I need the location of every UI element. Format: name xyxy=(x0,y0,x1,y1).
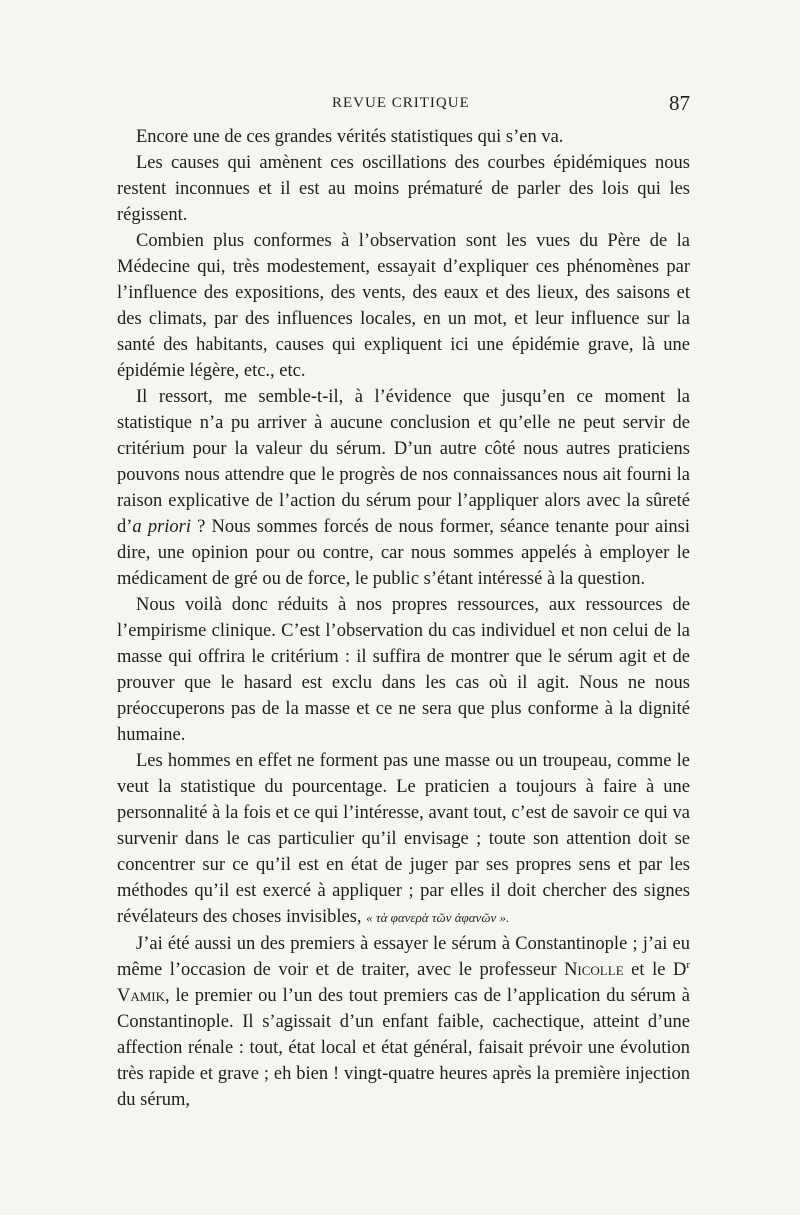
page-header xyxy=(117,91,690,125)
paragraph-5: Nous voilà donc réduits à nos propres ressources, aux ressources de l’empirisme clinique. C’est l’observation du cas individuel et non celui de la masse qui offrira le critérium : il suffira de montrer que le sérum agit et de prouver que le hasard est exclu dans les cas où il agit. Nous ne nous préoccuperons pas de la masse et ce ne sera que plus conforme à la dignité humaine. xyxy=(117,595,690,745)
paragraph-6-text: Les hommes en effet ne forment pas une masse ou un troupeau, comme le veut la statistique du pourcentage. Le praticien a toujours à faire à une personnalité à la fois et ce qui l’intéresse, avant tout, c’est de savoir ce qui va survenir dans le cas particulier qu’il envisage ; toute son attention doit se concentrer sur ce qu’il est en état de juger par ses propres sens et par les méthodes qu’il est exercé à appliquer ; par elles il doit chercher des signes révélateurs des choses invisibles, xyxy=(117,751,690,927)
name-vamik: Vamik xyxy=(117,986,166,1006)
paragraph-6 xyxy=(117,748,690,931)
paragraph-2: Les causes qui amènent ces oscillations des courbes épidémiques nous restent inconnues et il est au moins prématuré de parler des lois qui les régissent. xyxy=(117,153,690,225)
paragraph-4-text-b: ? Nous sommes forcés de nous former, séance tenante pour ainsi dire, une opinion pour ou contre, car nous sommes appelés à employer le médicament de gré ou de force, le public s’étant intéressé à la question. xyxy=(117,517,690,589)
paragraph-4-text-a: Il ressort, me semble-t-il, à l’évidence que jusqu’en ce moment la statistique n’a pu arriver à aucune conclusion et qu’elle ne peut servir de critérium pour la valeur du sérum. D’un autre côté nous autres praticiens pouvons nous attendre que le progrès de nos connaissances nous ait fourni la raison explicative de l’action du sérum pour l’appliquer alors avec la sûreté d’ xyxy=(117,387,690,537)
greek-quotation: « τὰ φανερὰ τῶν ἀφανῶν ». xyxy=(366,910,510,925)
paragraph-4 xyxy=(117,384,690,592)
a-priori-italic: a priori xyxy=(132,517,192,537)
paragraph-7-text-b: et le D xyxy=(623,960,687,980)
running-title: REVUE CRITIQUE xyxy=(332,95,470,111)
paragraph-3: Combien plus conformes à l’observation sont les vues du Père de la Médecine qui, très modestement, essayait d’expliquer ces phénomènes par l’influence des expositions, des vents, des eaux et des lieux, des saisons et des climats, par des influences locales, en un mot, et leur influence sur la santé des habitants, causes qui expliquent ici une épidémie grave, là une épidémie légère, etc., etc. xyxy=(117,231,690,381)
body-text xyxy=(117,124,690,1113)
name-nicolle: Nicolle xyxy=(564,960,624,980)
paragraph-7 xyxy=(117,931,690,1113)
page-number: 87 xyxy=(669,91,690,115)
paragraph-7-text-a: J’ai été aussi un des premiers à essayer le sérum à Constantinople ; j’ai eu même l’occasion de voir et de traiter, avec le professeur xyxy=(117,934,690,980)
doctor-superscript: r xyxy=(686,958,691,971)
paragraph-7-text-c: , le premier ou l’un des tout premiers cas de l’application du sérum à Constantinople. Il s’agissait d’un enfant faible, cachectique, atteint d’une affection rénale : tout, état local et état général, faisait prévoir une évolution très rapide et grave ; eh bien ! vingt-quatre heures après la première injection du sérum, xyxy=(117,986,690,1110)
paragraph-1: Encore une de ces grandes vérités statistiques qui s’en va. xyxy=(136,127,564,147)
